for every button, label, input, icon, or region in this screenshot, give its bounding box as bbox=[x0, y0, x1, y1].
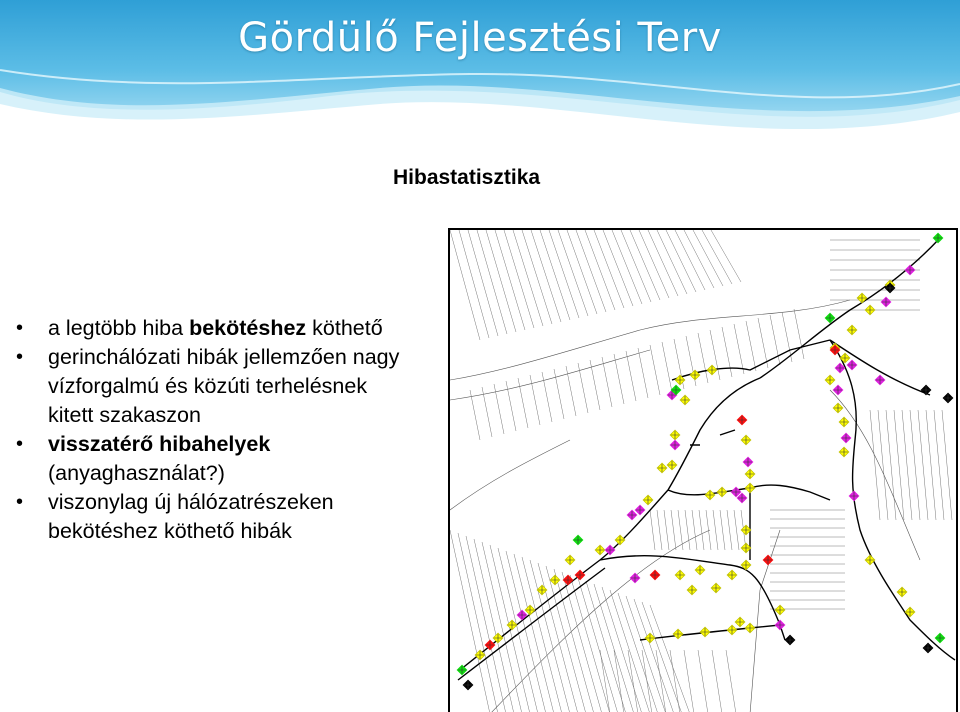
fault-marker-yellow bbox=[493, 633, 503, 643]
fault-marker-yellow bbox=[700, 627, 710, 637]
parcel-line bbox=[902, 410, 912, 520]
fault-marker-yellow bbox=[857, 293, 867, 303]
fault-marker-magenta bbox=[833, 385, 843, 395]
parcel-line bbox=[664, 510, 669, 550]
fault-marker-yellow bbox=[707, 365, 717, 375]
fault-marker-yellow bbox=[735, 617, 745, 627]
fault-marker-magenta bbox=[849, 491, 859, 501]
fault-marker-yellow bbox=[865, 305, 875, 315]
fault-marker-magenta bbox=[905, 265, 915, 275]
parcel-line bbox=[578, 363, 588, 413]
parcel-line bbox=[590, 360, 600, 410]
parcel-line bbox=[675, 230, 705, 290]
parcel-line bbox=[626, 351, 636, 401]
fault-marker-black bbox=[943, 393, 953, 403]
parcel-line bbox=[670, 650, 680, 712]
parcel-line bbox=[504, 230, 534, 328]
fault-marker-yellow bbox=[847, 325, 857, 335]
fault-marker-magenta bbox=[841, 433, 851, 443]
parcel-line bbox=[630, 230, 660, 300]
fault-marker-yellow bbox=[680, 395, 690, 405]
fault-marker-yellow bbox=[711, 583, 721, 593]
parcel-line bbox=[706, 510, 711, 550]
parcel-line bbox=[684, 650, 694, 712]
parcel-line bbox=[513, 230, 543, 326]
parcel-line bbox=[585, 230, 615, 310]
parcel-line bbox=[576, 230, 606, 312]
parcel-line bbox=[727, 510, 732, 550]
parcel-hatching bbox=[450, 230, 952, 712]
bullet-text: köthető bbox=[306, 316, 383, 340]
fault-marker-yellow bbox=[745, 483, 755, 493]
fault-marker-yellow bbox=[615, 535, 625, 545]
fault-marker-yellow bbox=[717, 487, 727, 497]
parcel-line bbox=[562, 572, 602, 712]
fault-marker-yellow bbox=[643, 495, 653, 505]
parcel-line bbox=[522, 230, 552, 324]
parcel-line bbox=[614, 354, 624, 404]
parcel-line bbox=[549, 230, 579, 318]
parcel-line bbox=[699, 510, 704, 550]
parcel-line bbox=[494, 384, 504, 434]
fault-marker-green bbox=[933, 233, 943, 243]
bullet-item bbox=[14, 488, 414, 546]
bullet-item bbox=[14, 430, 414, 488]
parcel-line bbox=[942, 410, 952, 520]
bullet-list bbox=[14, 314, 414, 546]
bullet-bold-text: bekötéshez bbox=[189, 316, 307, 340]
fault-marker-red bbox=[563, 575, 573, 585]
fault-marker-yellow bbox=[840, 353, 850, 363]
fault-marker-yellow bbox=[667, 460, 677, 470]
parcel-line bbox=[538, 563, 578, 712]
parcel-line bbox=[758, 318, 768, 368]
parcel-line bbox=[702, 230, 732, 284]
parcel-line bbox=[650, 605, 690, 712]
parcel-line bbox=[638, 348, 648, 398]
parcel-line bbox=[720, 510, 725, 550]
bullet-bold-text: visszatérő hibahelyek bbox=[48, 432, 271, 456]
fault-marker-black bbox=[923, 643, 933, 653]
parcel-line bbox=[586, 581, 626, 712]
fault-marker-yellow bbox=[687, 585, 697, 595]
parcel-line bbox=[567, 230, 597, 314]
parcel-line bbox=[693, 230, 723, 286]
fault-marker-yellow bbox=[727, 570, 737, 580]
fault-marker-yellow bbox=[673, 629, 683, 639]
parcel-line bbox=[594, 230, 624, 308]
fault-marker-yellow bbox=[675, 570, 685, 580]
header-band bbox=[0, 0, 960, 160]
bullet-text: gerinchálózati hibák jellemzően nagy vízforgalmú és közúti terhelésnek kitett szakaszon bbox=[48, 345, 400, 427]
fault-marker-yellow bbox=[745, 623, 755, 633]
parcel-line bbox=[666, 230, 696, 292]
bullet-text: a legtöbb hiba bbox=[48, 316, 190, 340]
parcel-line bbox=[926, 410, 936, 520]
parcel-line bbox=[722, 327, 732, 377]
parcel-line bbox=[734, 324, 744, 374]
parcel-line bbox=[540, 230, 570, 320]
map-drawing bbox=[450, 230, 958, 712]
parcel-line bbox=[468, 230, 498, 336]
fault-marker-yellow bbox=[525, 605, 535, 615]
bullet-text: (anyaghasználat?) bbox=[48, 461, 225, 485]
parcel-line bbox=[713, 510, 718, 550]
fault-marker-magenta bbox=[670, 440, 680, 450]
fault-marker-yellow bbox=[865, 555, 875, 565]
parcel-line bbox=[650, 510, 655, 550]
parcel-line bbox=[578, 578, 618, 712]
parcel-line bbox=[612, 230, 642, 304]
fault-marker-yellow bbox=[550, 575, 560, 585]
section-subtitle: Hibastatisztika bbox=[393, 166, 541, 189]
fault-marker-red bbox=[737, 415, 747, 425]
bullet-item bbox=[14, 314, 414, 343]
fault-marker-yellow bbox=[775, 605, 785, 615]
parcel-line bbox=[558, 230, 588, 316]
parcel-line bbox=[726, 650, 736, 712]
parcel-line bbox=[486, 230, 516, 332]
fault-marker-yellow bbox=[690, 370, 700, 380]
fault-marker-black bbox=[463, 680, 473, 690]
fault-marker-magenta bbox=[630, 573, 640, 583]
parcel-line bbox=[910, 410, 920, 520]
parcel-line bbox=[506, 551, 546, 712]
parcel-line bbox=[459, 230, 489, 338]
parcel-line bbox=[684, 230, 714, 288]
fault-marker-yellow bbox=[670, 430, 680, 440]
parcel-line bbox=[495, 230, 525, 330]
parcel-line bbox=[918, 410, 928, 520]
parcel-lines bbox=[450, 300, 920, 712]
parcel-line bbox=[628, 650, 638, 712]
fault-marker-yellow bbox=[839, 417, 849, 427]
parcel-line bbox=[603, 230, 633, 306]
fault-marker-yellow bbox=[839, 447, 849, 457]
parcel-line bbox=[894, 410, 904, 520]
parcel-line bbox=[650, 345, 660, 395]
parcel-line bbox=[531, 230, 561, 322]
parcel-line bbox=[602, 357, 612, 407]
network-fault-map bbox=[448, 228, 958, 712]
fault-marker-magenta bbox=[605, 545, 615, 555]
parcel-line bbox=[642, 650, 652, 712]
parcel-line bbox=[685, 510, 690, 550]
fault-marker-yellow bbox=[695, 565, 705, 575]
parcel-line bbox=[671, 510, 676, 550]
fault-marker-yellow bbox=[833, 403, 843, 413]
bullet-text: viszonylag új hálózatrészeken bekötéshez köthető hibák bbox=[48, 490, 334, 543]
fault-marker-magenta bbox=[627, 510, 637, 520]
parcel-line bbox=[477, 230, 507, 334]
bullet-item bbox=[14, 343, 414, 430]
parcel-line bbox=[698, 650, 708, 712]
parcel-line bbox=[498, 548, 538, 712]
parcel-line bbox=[570, 575, 610, 712]
slide-title: Gördülő Fejlesztési Terv bbox=[238, 15, 722, 61]
parcel-line bbox=[746, 321, 756, 371]
parcel-line bbox=[657, 510, 662, 550]
parcel-line bbox=[530, 560, 570, 712]
fault-marker-yellow bbox=[727, 625, 737, 635]
parcel-line bbox=[870, 410, 880, 520]
fault-marker-red bbox=[763, 555, 773, 565]
fault-marker-red bbox=[650, 570, 660, 580]
parcel-line bbox=[886, 410, 896, 520]
fault-marker-yellow bbox=[745, 469, 755, 479]
fault-marker-black bbox=[921, 385, 931, 395]
parcel-line bbox=[482, 387, 492, 437]
fault-marker-yellow bbox=[741, 435, 751, 445]
fault-markers bbox=[457, 233, 953, 690]
fault-marker-yellow bbox=[565, 555, 575, 565]
parcel-line bbox=[662, 342, 672, 392]
fault-marker-yellow bbox=[705, 490, 715, 500]
parcel-line bbox=[470, 390, 480, 440]
fault-marker-magenta bbox=[775, 620, 785, 630]
parcel-line bbox=[711, 230, 741, 282]
fault-marker-green bbox=[935, 633, 945, 643]
fault-marker-green bbox=[573, 535, 583, 545]
parcel-line bbox=[566, 366, 576, 416]
parcel-line bbox=[621, 230, 651, 302]
fault-marker-magenta bbox=[635, 505, 645, 515]
fault-marker-yellow bbox=[657, 463, 667, 473]
parcel-line bbox=[648, 230, 678, 296]
parcel-line bbox=[934, 410, 944, 520]
fault-marker-yellow bbox=[897, 587, 907, 597]
fault-marker-yellow bbox=[595, 545, 605, 555]
fault-marker-magenta bbox=[847, 360, 857, 370]
fault-marker-magenta bbox=[743, 457, 753, 467]
fault-marker-magenta bbox=[881, 297, 891, 307]
parcel-line bbox=[450, 230, 480, 340]
parcel-line bbox=[734, 510, 739, 550]
parcel-line bbox=[642, 602, 682, 712]
parcel-line bbox=[482, 542, 522, 712]
parcel-line bbox=[657, 230, 687, 294]
parcel-line bbox=[692, 510, 697, 550]
fault-marker-yellow bbox=[825, 375, 835, 385]
parcel-line bbox=[782, 312, 792, 362]
parcel-line bbox=[639, 230, 669, 298]
parcel-line bbox=[712, 650, 722, 712]
fault-marker-magenta bbox=[875, 375, 885, 385]
parcel-line bbox=[678, 510, 683, 550]
fault-marker-black bbox=[785, 635, 795, 645]
parcel-line bbox=[656, 650, 666, 712]
parcel-line bbox=[546, 566, 586, 712]
